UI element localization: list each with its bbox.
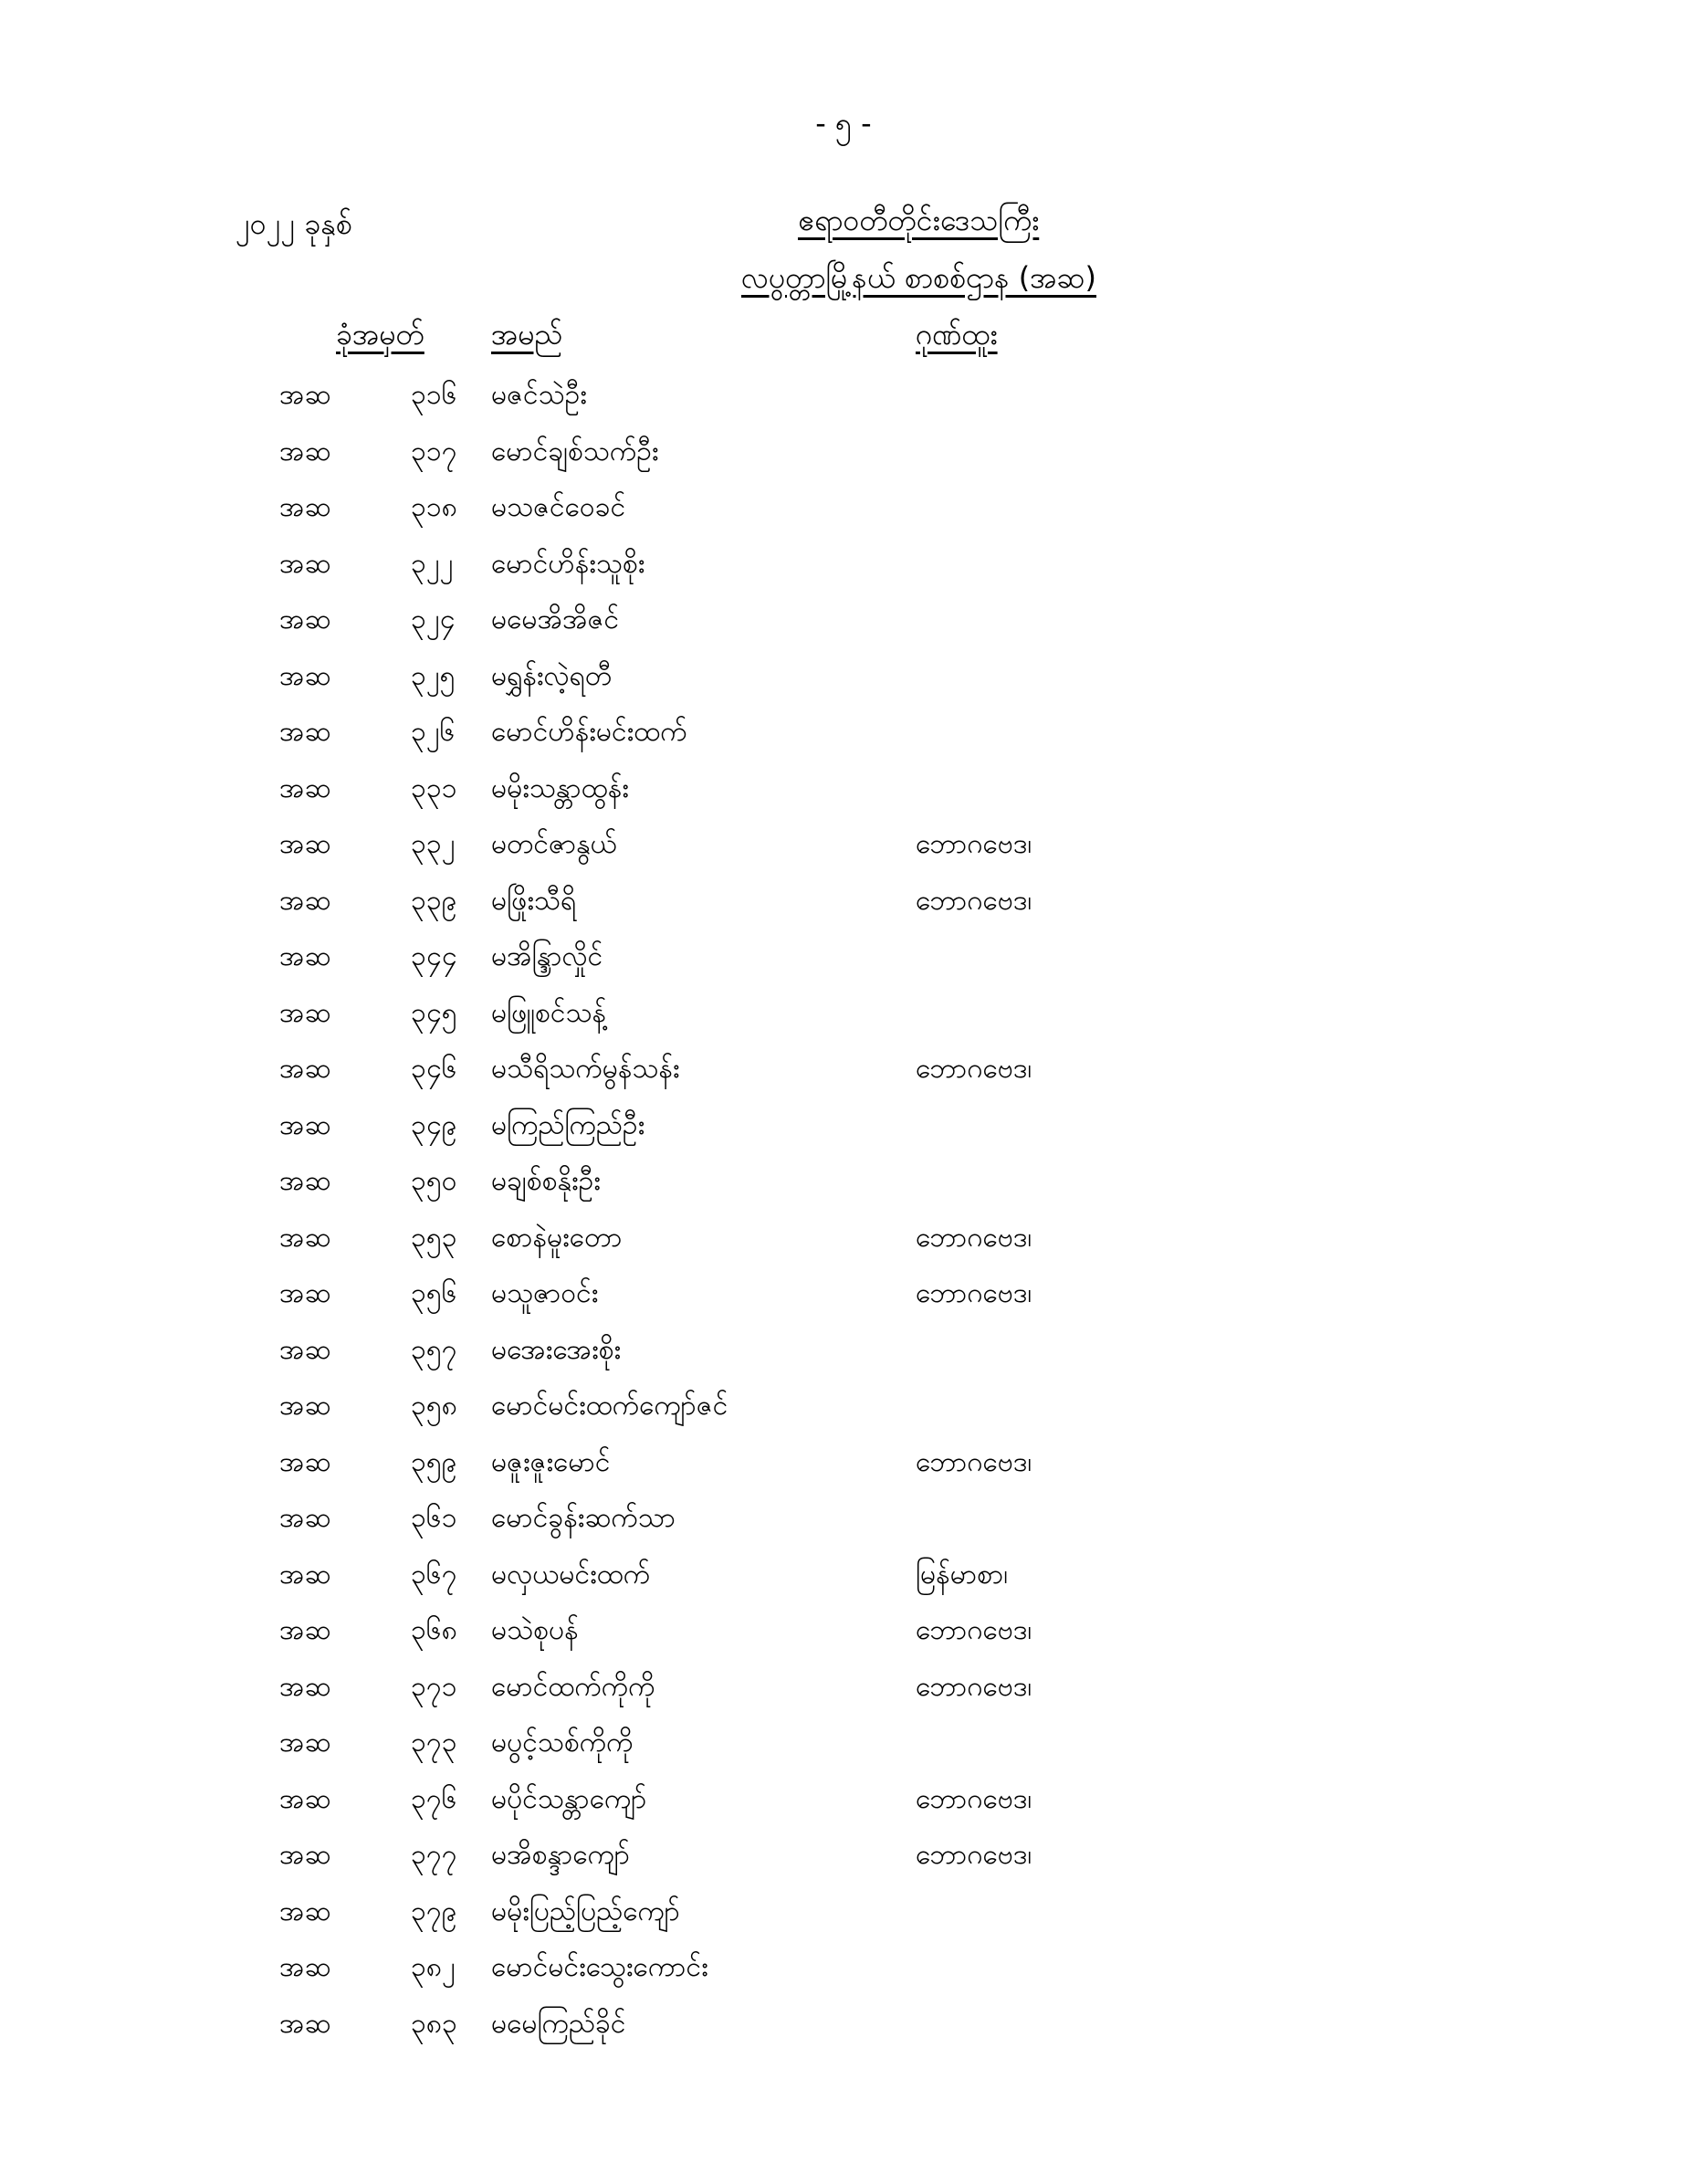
distinction-subject: ဘောဂဗေဒ၊ <box>916 1221 1032 1254</box>
list-item <box>0 1547 1687 1603</box>
list-item <box>0 1602 1687 1659</box>
exam-center-title: လပွတ္တာမြို့နယ် စာစစ်ဌာန (အဆ) <box>741 260 1097 295</box>
roll-number: ၃၇၃ <box>411 1727 457 1759</box>
region-title: ဧရာဝတီတိုင်းဒေသကြီး <box>798 203 1040 237</box>
student-name: မတင်ဇာနွယ် <box>491 828 617 860</box>
student-name: မောင်ဟိန်းသူစိုး <box>491 547 645 580</box>
list-item <box>0 1490 1687 1547</box>
roll-number: ၃၄၆ <box>411 1053 457 1085</box>
list-item <box>0 1434 1687 1491</box>
roll-prefix: အဆ <box>279 1502 331 1534</box>
student-name: မဖြိုးသီရိ <box>491 884 577 917</box>
column-header-distinction: ဂုဏ်ထူး <box>916 317 998 352</box>
list-item <box>0 367 1687 424</box>
distinction-subject: ဘောဂဗေဒ၊ <box>916 1782 1032 1815</box>
roll-number: ၃၃၁ <box>411 772 457 804</box>
roll-prefix: အဆ <box>279 1895 331 1927</box>
roll-prefix: အဆ <box>279 1782 331 1815</box>
roll-number: ၃၃၂ <box>411 828 456 860</box>
roll-number: ၃၆၁ <box>411 1502 457 1534</box>
roll-prefix: အဆ <box>279 884 331 917</box>
list-item <box>0 1265 1687 1322</box>
roll-number: ၃၁၆ <box>411 379 457 411</box>
roll-number: ၃၅၉ <box>411 1445 457 1478</box>
student-name: မောင်ခွန်းဆက်သာ <box>491 1502 676 1534</box>
list-item <box>0 929 1687 985</box>
student-name: မမိုးသန္တာထွန်း <box>491 772 629 804</box>
student-name: မောင်မင်းထက်ကျော်ဇင် <box>491 1390 728 1422</box>
student-name: မအေးအေးစိုး <box>491 1333 622 1366</box>
roll-prefix: အဆ <box>279 547 331 580</box>
results-list <box>0 367 1687 2052</box>
distinction-subject: ဘောဂဗေဒ၊ <box>916 884 1032 917</box>
student-name: မသီရိသက်မွန်သန်း <box>491 1053 680 1085</box>
roll-number: ၃၅၈ <box>411 1390 457 1422</box>
list-item <box>0 1210 1687 1266</box>
roll-number: ၃၂၆ <box>411 716 456 748</box>
list-item <box>0 761 1687 817</box>
roll-prefix: အဆ <box>279 940 331 972</box>
distinction-subject: ဘောဂဗေဒ၊ <box>916 1053 1032 1085</box>
roll-prefix: အဆ <box>279 772 331 804</box>
list-item <box>0 1996 1687 2053</box>
roll-number: ၃၅၆ <box>411 1277 457 1309</box>
list-item <box>0 873 1687 929</box>
roll-prefix: အဆ <box>279 1839 331 1871</box>
roll-prefix: အဆ <box>279 435 331 467</box>
list-item <box>0 1097 1687 1154</box>
list-item <box>0 479 1687 536</box>
student-name: မမိုးပြည့်ပြည့်ကျော် <box>491 1895 680 1927</box>
roll-prefix: အဆ <box>279 1333 331 1366</box>
student-name: မပိုင်သန္တာကျော် <box>491 1782 647 1815</box>
roll-number: ၃၇၆ <box>411 1782 457 1815</box>
student-name: မမေအိအိဇင် <box>491 604 620 635</box>
distinction-subject: ဘောဂဗေဒ၊ <box>916 1670 1032 1703</box>
roll-number: ၃၇၇ <box>411 1839 457 1871</box>
roll-prefix: အဆ <box>279 1108 331 1141</box>
roll-number: ၃၄၄ <box>411 940 457 972</box>
roll-prefix: အဆ <box>279 1053 331 1085</box>
student-name: မမေကြည်ခိုင် <box>491 2007 626 2040</box>
roll-prefix: အဆ <box>279 1670 331 1703</box>
list-item <box>0 1939 1687 1996</box>
roll-prefix: အဆ <box>279 716 331 748</box>
distinction-subject: ဘောဂဗေဒ၊ <box>916 828 1032 860</box>
list-item <box>0 592 1687 648</box>
roll-number: ၃၆၈ <box>411 1614 457 1646</box>
list-item <box>0 985 1687 1042</box>
list-item <box>0 648 1687 705</box>
student-name: မလှယမင်းထက် <box>491 1558 651 1591</box>
list-item <box>0 1659 1687 1716</box>
list-item <box>0 1378 1687 1434</box>
roll-number: ၃၅၀ <box>411 1165 457 1197</box>
list-item <box>0 1827 1687 1884</box>
student-name: မောင်ထက်ကိုကို <box>491 1670 655 1703</box>
distinction-subject: ဘောဂဗေဒ၊ <box>916 1614 1032 1646</box>
distinction-subject: ဘောဂဗေဒ၊ <box>916 1839 1032 1871</box>
distinction-subject: ဘောဂဗေဒ၊ <box>916 1445 1032 1478</box>
roll-number: ၃၇၁ <box>411 1670 457 1703</box>
roll-prefix: အဆ <box>279 2007 331 2040</box>
roll-prefix: အဆ <box>279 1558 331 1591</box>
student-name: မောင်ဟိန်းမင်းထက် <box>491 716 687 748</box>
roll-prefix: အဆ <box>279 828 331 860</box>
roll-number: ၃၇၉ <box>411 1895 457 1927</box>
list-item <box>0 1322 1687 1379</box>
list-item <box>0 1715 1687 1771</box>
roll-prefix: အဆ <box>279 996 331 1029</box>
column-header-roll-number: ခုံအမှတ် <box>336 317 424 352</box>
list-item <box>0 424 1687 480</box>
student-name: မကြည်ကြည်ဦး <box>491 1108 645 1141</box>
list-item <box>0 536 1687 593</box>
roll-number: ၃၄၉ <box>411 1108 457 1141</box>
list-item <box>0 1771 1687 1828</box>
list-item <box>0 1153 1687 1210</box>
roll-number: ၃၈၂ <box>411 1951 456 1983</box>
student-name: မပွင့်သစ်ကိုကို <box>491 1727 634 1759</box>
roll-prefix: အဆ <box>279 659 331 692</box>
roll-number: ၃၃၉ <box>411 884 457 917</box>
list-item <box>0 816 1687 873</box>
student-name: မဇင်သဲဦး <box>491 379 587 411</box>
roll-prefix: အဆ <box>279 1727 331 1759</box>
roll-prefix: အဆ <box>279 1221 331 1254</box>
student-name: မဇူးဇူးမောင် <box>491 1445 611 1478</box>
student-name: မအိန္ဒြာလှိုင် <box>491 940 603 972</box>
distinction-subject: မြန်မာစာ၊ <box>916 1558 1009 1591</box>
student-name: မသဲစုပန် <box>491 1614 579 1646</box>
list-item <box>0 704 1687 761</box>
roll-number: ၃၂၂ <box>411 547 454 580</box>
roll-prefix: အဆ <box>279 1614 331 1646</box>
roll-number: ၃၂၄ <box>411 604 456 635</box>
roll-prefix: အဆ <box>279 1951 331 1983</box>
roll-number: ၃၆၇ <box>411 1558 457 1591</box>
distinction-subject: ဘောဂဗေဒ၊ <box>916 1277 1032 1309</box>
roll-number: ၃၅၇ <box>411 1333 457 1366</box>
page-number: - ၅ - <box>815 106 872 141</box>
roll-number: ၃၁၇ <box>411 435 457 467</box>
roll-number: ၃၅၃ <box>411 1221 457 1254</box>
list-item <box>0 1884 1687 1940</box>
student-name: မချစ်စနိုးဦး <box>491 1165 601 1197</box>
student-name: မအိစန္ဒာကျော် <box>491 1839 631 1871</box>
roll-prefix: အဆ <box>279 604 331 635</box>
list-item <box>0 1041 1687 1097</box>
student-name: စောနဲမူးတော <box>491 1221 623 1254</box>
roll-prefix: အဆ <box>279 1445 331 1478</box>
roll-prefix: အဆ <box>279 491 331 523</box>
exam-year: ၂၀၂၂ ခုနှစ် <box>236 206 352 241</box>
roll-prefix: အဆ <box>279 1277 331 1309</box>
roll-number: ၃၁၈ <box>411 491 457 523</box>
column-header-name: အမည် <box>491 317 563 352</box>
roll-prefix: အဆ <box>279 1165 331 1197</box>
student-name: မရွှန်းလဲ့ရတီ <box>491 659 613 692</box>
student-name: မသဇင်ဝေခင် <box>491 491 626 523</box>
roll-number: ၃၈၃ <box>411 2007 457 2040</box>
student-name: မောင်မင်းသွေးကောင်း <box>491 1951 708 1983</box>
roll-number: ၃၂၅ <box>411 659 456 692</box>
student-name: မောင်ချစ်သက်ဦး <box>491 435 659 467</box>
student-name: မဖြူစင်သန့် <box>491 996 607 1029</box>
roll-number: ၃၄၅ <box>411 996 457 1029</box>
student-name: မသူဇာဝင်း <box>491 1277 599 1309</box>
roll-prefix: အဆ <box>279 1390 331 1422</box>
roll-prefix: အဆ <box>279 379 331 411</box>
